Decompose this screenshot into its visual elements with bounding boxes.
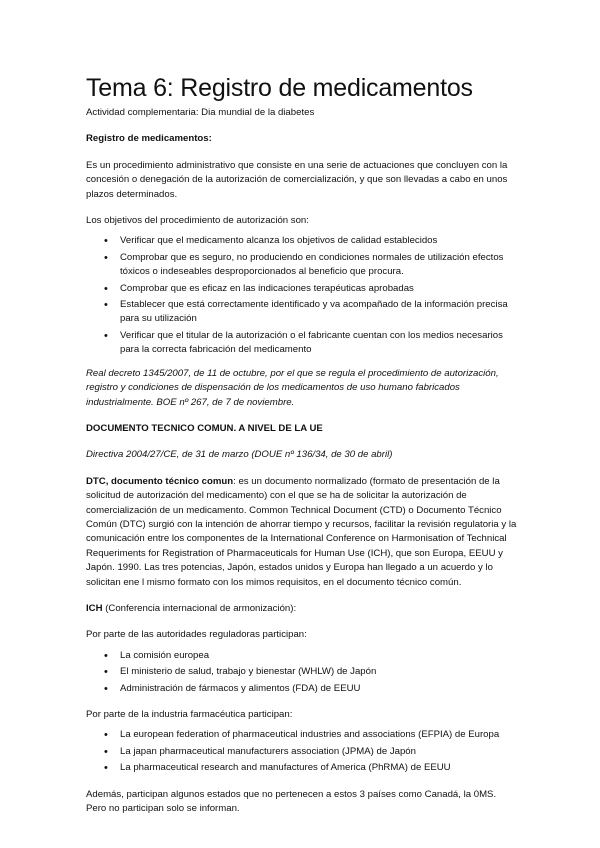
dtc-text: : es un documento normalizado (formato de presentación de la solicitud de autorización del medicamento) con el que se ha de solicitar la autorización de comercialización de un medicamento. Common Technical Document (CTD) o Documento Técnico Común (DTC) surgió con la intención de ahorrar tiempo y recursos, facilitar la revisión regulatoria y la comunicación entre los componentes de la International Conference on Harmonisation of Technical Requeriments for Registration of Pharmaceuticals for Human Use (ICH), que son Europa, EEUU y Japón. 1990. Las tres potencias, Japón, estados unidos y Europa han llegado a un acuerdo y lo solicitan ene l mismo formato con los mimos requisitos, en el documento técnico común. bbox=[86, 475, 517, 588]
objectives-intro: Los objetivos del procedimiento de autorización son: bbox=[86, 215, 309, 227]
ich-paragraph bbox=[86, 602, 518, 616]
definition-paragraph: Es un procedimiento administrativo que consiste en una serie de actuaciones que concluyen con la concesión o denegación de la autorización de comercialización, y que son llevadas a cabo en unos plazos determinados. bbox=[86, 159, 508, 200]
dtc-paragraph bbox=[86, 475, 518, 590]
page-title: Tema 6: Registro de medicamentos bbox=[86, 74, 473, 102]
list-item: • Comprobar que es seguro, no produciendo en condiciones normales de utilización efectos tóxicos o indeseables desproporcionados al beneficio que procura. bbox=[86, 251, 518, 280]
decree-text: Real decreto 1345/2007, de 11 de octubre, por el que se regula el procedimiento de autorización, registro y condiciones de dispensación de los medicamentos de uso humano fabricados industrialmente. BOE nº 267, de 7 de noviembre. bbox=[86, 367, 499, 408]
authorities-intro: Por parte de las autoridades reguladoras participan: bbox=[86, 629, 307, 641]
list-item: • La european federation of pharmaceutical industries and associations (EFPIA) de Europa bbox=[86, 728, 518, 742]
document-page bbox=[86, 72, 518, 816]
ich-text: (Conferencia internacional de armonización): bbox=[102, 602, 297, 614]
closing-paragraph: Además, participan algunos estados que no pertenecen a estos 3 países como Canadá, la 0MS. Pero no participan solo se informan. bbox=[86, 788, 497, 815]
authorities-list bbox=[86, 649, 518, 696]
list-item: • Establecer que está correctamente identificado y va acompañado de la información precisa para su utilización bbox=[86, 298, 518, 327]
list-item: • Administración de fármacos y alimentos (FDA) de EEUU bbox=[86, 682, 518, 696]
list-item: • Verificar que el medicamento alcanza los objetivos de calidad establecidos bbox=[86, 234, 518, 248]
industry-intro: Por parte de la industria farmacéutica participan: bbox=[86, 709, 293, 720]
list-item: • La comisión europea bbox=[86, 649, 518, 663]
section-heading-registro bbox=[86, 132, 518, 146]
directive-paragraph bbox=[86, 448, 518, 462]
dtc-term: DTC, documento técnico comun bbox=[86, 475, 234, 487]
section-heading-text: Registro de medicamentos: bbox=[86, 133, 212, 145]
directive-text: Directiva 2004/27/CE, de 31 de marzo (DOUE nº 136/34, de 30 de abril) bbox=[86, 449, 393, 461]
ich-term: ICH bbox=[86, 602, 103, 614]
section-heading-dtc bbox=[86, 422, 518, 436]
list-item: • El ministerio de salud, trabajo y bienestar (WHLW) de Japón bbox=[86, 665, 518, 679]
list-item: • La japan pharmaceutical manufacturers association (JPMA) de Japón bbox=[86, 745, 518, 759]
subtitle: Actividad complementaria: Dia mundial de la diabetes bbox=[86, 107, 315, 118]
section-heading-text: DOCUMENTO TECNICO COMUN. A NIVEL DE LA UE bbox=[86, 422, 323, 434]
list-item: • La pharmaceutical research and manufactures of America (PhRMA) de EEUU bbox=[86, 761, 518, 775]
decree-paragraph bbox=[86, 367, 518, 410]
list-item: • Comprobar que es eficaz en las indicaciones terapéuticas aprobadas bbox=[86, 282, 518, 296]
list-item: • Verificar que el titular de la autorización o el fabricante cuentan con los medios necesarios para la correcta fabricación del medicamento bbox=[86, 329, 518, 358]
industry-list bbox=[86, 728, 518, 775]
objectives-list bbox=[86, 234, 518, 357]
